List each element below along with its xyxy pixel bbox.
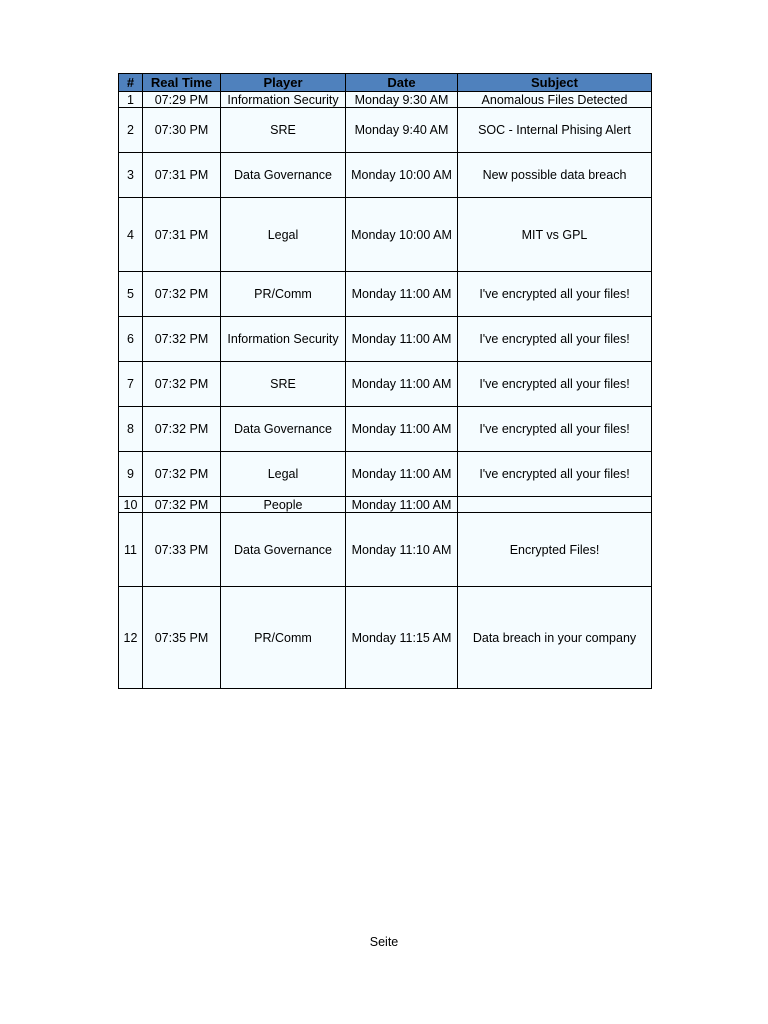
cell-subject: Encrypted Files! [458, 513, 652, 587]
cell-number: 12 [119, 587, 143, 689]
header-number: # [119, 74, 143, 92]
cell-number: 4 [119, 198, 143, 272]
cell-real-time: 07:30 PM [143, 108, 221, 153]
header-player: Player [221, 74, 346, 92]
cell-number: 7 [119, 362, 143, 407]
cell-number: 5 [119, 272, 143, 317]
cell-subject: I've encrypted all your files! [458, 362, 652, 407]
schedule-table [118, 73, 652, 689]
cell-number: 3 [119, 153, 143, 198]
table-row [119, 317, 652, 362]
cell-date: Monday 9:40 AM [346, 108, 458, 153]
cell-real-time: 07:32 PM [143, 407, 221, 452]
table-row [119, 272, 652, 317]
table-row [119, 92, 652, 108]
cell-date: Monday 11:10 AM [346, 513, 458, 587]
cell-number: 9 [119, 452, 143, 497]
cell-subject: I've encrypted all your files! [458, 317, 652, 362]
table-row [119, 362, 652, 407]
table-row [119, 452, 652, 497]
cell-player: Information Security [221, 317, 346, 362]
cell-player: Information Security [221, 92, 346, 108]
cell-player: Legal [221, 198, 346, 272]
cell-subject: Data breach in your company [458, 587, 652, 689]
page-footer: Seite [369, 935, 399, 949]
table-row [119, 587, 652, 689]
cell-player: Data Governance [221, 407, 346, 452]
cell-real-time: 07:32 PM [143, 452, 221, 497]
cell-subject: MIT vs GPL [458, 198, 652, 272]
cell-date: Monday 11:00 AM [346, 362, 458, 407]
cell-number: 1 [119, 92, 143, 108]
table-row [119, 198, 652, 272]
cell-date: Monday 11:00 AM [346, 497, 458, 513]
cell-number: 10 [119, 497, 143, 513]
cell-subject: I've encrypted all your files! [458, 452, 652, 497]
cell-subject: Anomalous Files Detected [458, 92, 652, 108]
cell-subject: SOC - Internal Phising Alert [458, 108, 652, 153]
cell-real-time: 07:29 PM [143, 92, 221, 108]
cell-player: Data Governance [221, 153, 346, 198]
cell-player: PR/Comm [221, 272, 346, 317]
cell-real-time: 07:31 PM [143, 153, 221, 198]
cell-real-time: 07:32 PM [143, 272, 221, 317]
header-row [119, 74, 652, 92]
cell-date: Monday 10:00 AM [346, 153, 458, 198]
cell-subject: I've encrypted all your files! [458, 272, 652, 317]
cell-date: Monday 11:00 AM [346, 272, 458, 317]
cell-date: Monday 11:00 AM [346, 317, 458, 362]
cell-real-time: 07:35 PM [143, 587, 221, 689]
table-row [119, 513, 652, 587]
header-date: Date [346, 74, 458, 92]
cell-real-time: 07:31 PM [143, 198, 221, 272]
cell-player: SRE [221, 108, 346, 153]
header-real-time: Real Time [143, 74, 221, 92]
table-row [119, 153, 652, 198]
table-body [119, 92, 652, 689]
cell-number: 8 [119, 407, 143, 452]
cell-subject: I've encrypted all your files! [458, 407, 652, 452]
table-header [119, 74, 652, 92]
cell-player: SRE [221, 362, 346, 407]
table-row [119, 497, 652, 513]
cell-player: People [221, 497, 346, 513]
cell-date: Monday 11:15 AM [346, 587, 458, 689]
cell-date: Monday 9:30 AM [346, 92, 458, 108]
cell-real-time: 07:32 PM [143, 497, 221, 513]
header-subject: Subject [458, 74, 652, 92]
cell-real-time: 07:32 PM [143, 317, 221, 362]
cell-number: 6 [119, 317, 143, 362]
cell-player: Legal [221, 452, 346, 497]
cell-subject [458, 497, 652, 513]
cell-number: 11 [119, 513, 143, 587]
cell-subject: New possible data breach [458, 153, 652, 198]
cell-date: Monday 11:00 AM [346, 452, 458, 497]
cell-player: Data Governance [221, 513, 346, 587]
table-row [119, 407, 652, 452]
cell-date: Monday 10:00 AM [346, 198, 458, 272]
cell-real-time: 07:33 PM [143, 513, 221, 587]
cell-number: 2 [119, 108, 143, 153]
cell-real-time: 07:32 PM [143, 362, 221, 407]
table-row [119, 108, 652, 153]
cell-player: PR/Comm [221, 587, 346, 689]
cell-date: Monday 11:00 AM [346, 407, 458, 452]
